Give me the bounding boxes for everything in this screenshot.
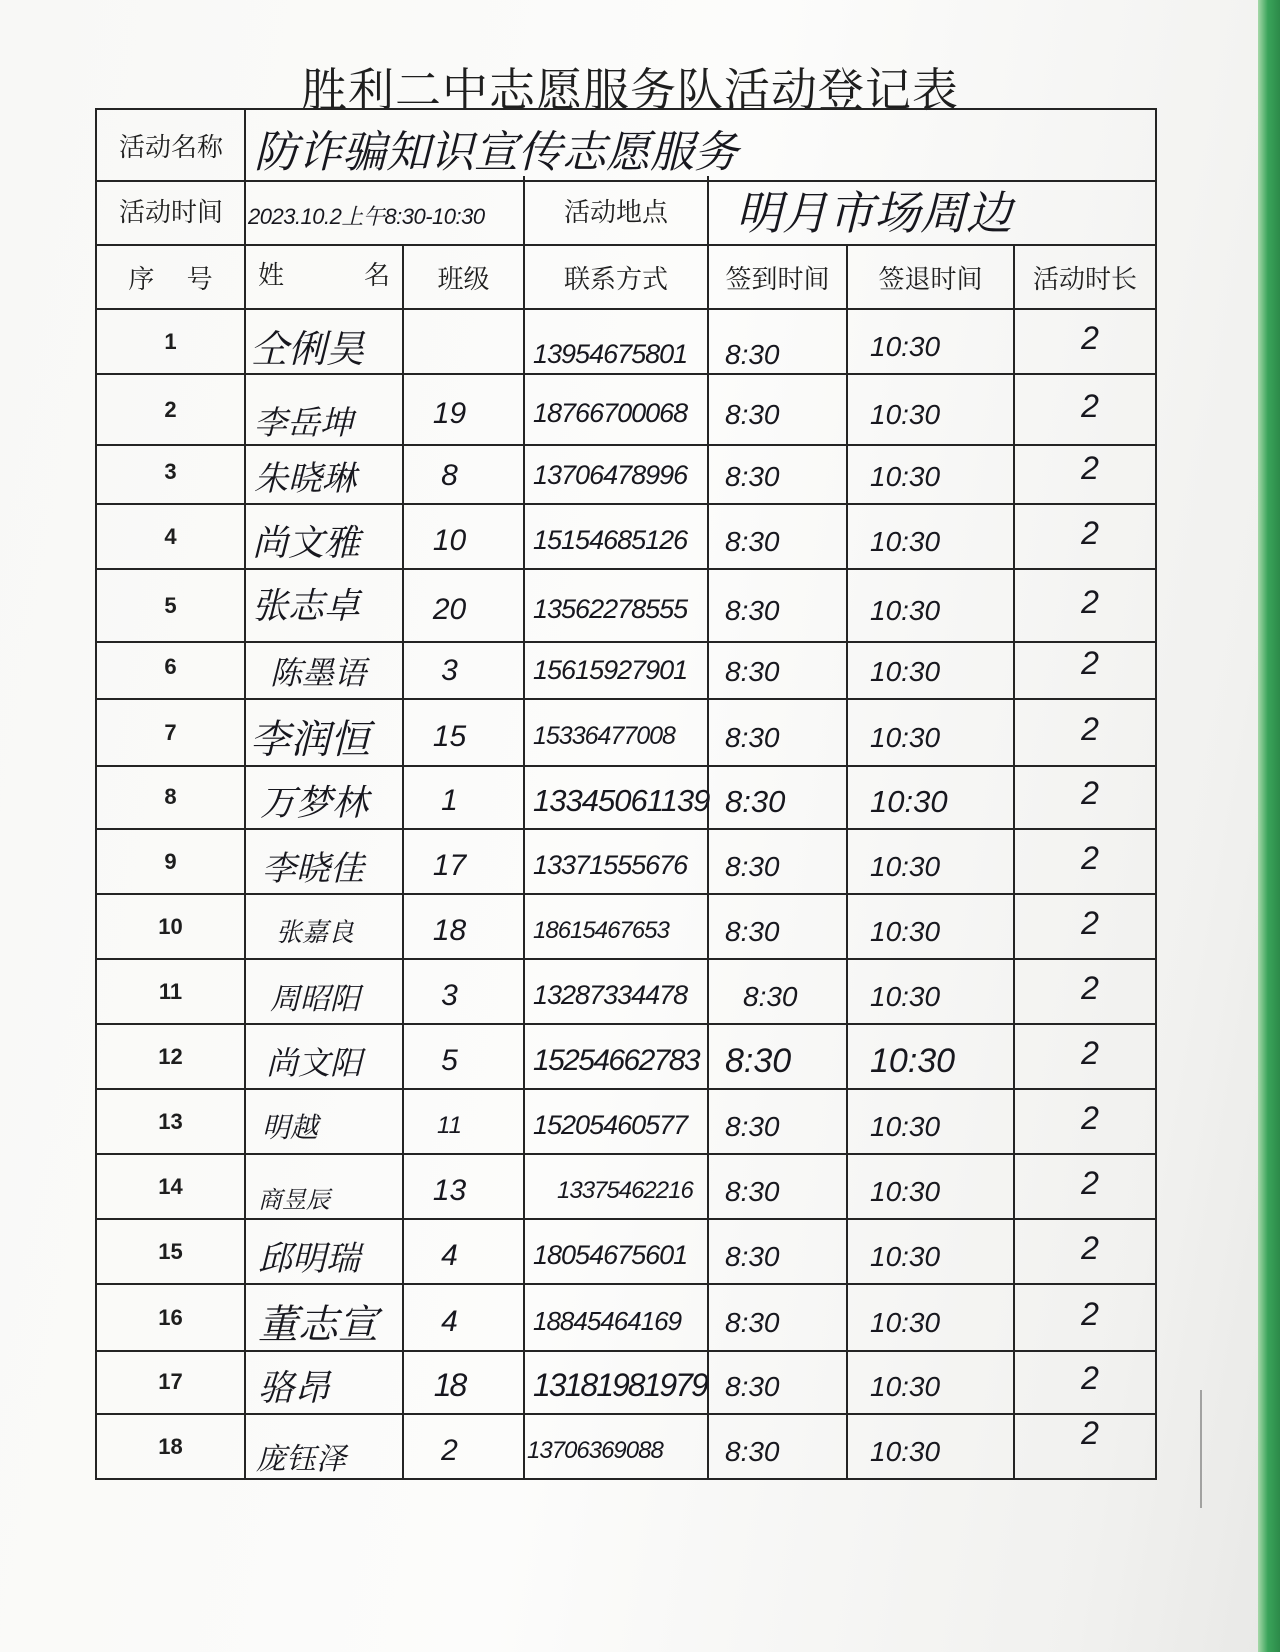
class-number: 4: [404, 1220, 525, 1285]
sign-out-time: 10:30: [848, 310, 1015, 375]
class-number: 20: [404, 570, 525, 643]
phone-number: 13954675801: [525, 310, 709, 375]
phone-number: 15254662783: [525, 1025, 709, 1090]
seq-number: 4: [97, 505, 246, 570]
activity-location-value: 明月市场周边: [709, 176, 1157, 246]
table-row: [97, 1285, 1157, 1350]
student-name: 张嘉良: [246, 895, 404, 960]
duration-hours: 2: [1015, 440, 1157, 505]
seq-number: 16: [97, 1285, 246, 1352]
sign-out-time: 10:30: [848, 1155, 1015, 1220]
table-row: [97, 830, 1157, 895]
seq-number: 13: [97, 1090, 246, 1155]
activity-time-label: 活动时间: [97, 176, 246, 246]
seq-number: 2: [97, 375, 246, 446]
student-name: 董志宣: [246, 1285, 404, 1352]
sign-out-time: 10:30: [848, 440, 1015, 505]
student-name: 张志卓: [246, 570, 404, 643]
phone-number: 13706369088: [525, 1415, 709, 1480]
student-name: 李岳坤: [246, 375, 404, 446]
phone-number: 18054675601: [525, 1220, 709, 1285]
sign-in-time: 8:30: [709, 830, 848, 895]
sign-in-time: 8:30: [709, 310, 848, 375]
sign-out-time: 10:30: [848, 765, 1015, 830]
activity-name-label: 活动名称: [97, 110, 246, 182]
student-name: 庞钰泽: [246, 1415, 404, 1480]
seq-number: 3: [97, 440, 246, 505]
duration-hours: 2: [1015, 895, 1157, 960]
table-row: [97, 1350, 1157, 1415]
phone-number: 15205460577: [525, 1090, 709, 1155]
header-sign-in: 签到时间: [709, 246, 848, 310]
phone-number: 13371555676: [525, 830, 709, 895]
table-row: [97, 895, 1157, 960]
duration-hours: 2: [1015, 310, 1157, 375]
table-row: [97, 375, 1157, 440]
sign-in-time: 8:30: [709, 440, 848, 505]
paper-crease: [1200, 1390, 1202, 1508]
student-name: 陈墨语: [246, 635, 404, 700]
phone-number: 13287334478: [525, 960, 709, 1025]
sign-out-time: 10:30: [848, 635, 1015, 700]
student-name: 万梦林: [246, 765, 404, 830]
table-row: [97, 310, 1157, 375]
class-number: [404, 310, 525, 375]
duration-hours: 2: [1015, 830, 1157, 895]
seq-number: 10: [97, 895, 246, 960]
duration-hours: 2: [1015, 635, 1157, 700]
table-row: [97, 765, 1157, 830]
sign-in-time: 8:30: [709, 1415, 848, 1480]
duration-hours: 2: [1015, 375, 1157, 446]
table-row: [97, 1025, 1157, 1090]
phone-number: 18845464169: [525, 1285, 709, 1352]
phone-number: 15154685126: [525, 505, 709, 570]
student-name: 仝俐昊: [246, 310, 404, 375]
seq-number: 5: [97, 570, 246, 643]
sign-out-time: 10:30: [848, 1350, 1015, 1415]
form-title: 胜利二中志愿服务队活动登记表: [301, 63, 959, 117]
phone-number: 15615927901: [525, 635, 709, 700]
header-sign-out: 签退时间: [848, 246, 1015, 310]
seq-number: 14: [97, 1155, 246, 1220]
table-row: [97, 570, 1157, 635]
duration-hours: 2: [1015, 1155, 1157, 1220]
seq-number: 7: [97, 700, 246, 767]
table-row: [97, 635, 1157, 700]
duration-hours: 2: [1015, 570, 1157, 643]
duration-hours: 2: [1015, 1350, 1157, 1415]
sign-out-time: 10:30: [848, 895, 1015, 960]
table-row: [97, 440, 1157, 505]
sign-in-time: 8:30: [709, 1155, 848, 1220]
duration-hours: 2: [1015, 700, 1157, 767]
phone-number: 18615467653: [525, 895, 709, 960]
activity-name-row: [97, 110, 1157, 176]
class-number: 19: [404, 375, 525, 446]
sign-in-time: 8:30: [709, 505, 848, 570]
sign-out-time: 10:30: [848, 830, 1015, 895]
duration-hours: 2: [1015, 505, 1157, 570]
student-name: 尚文阳: [246, 1025, 404, 1090]
registration-table: [95, 108, 1157, 1480]
student-name: 李润恒: [246, 700, 404, 767]
phone-number: 13562278555: [525, 570, 709, 643]
sign-out-time: 10:30: [848, 375, 1015, 446]
class-number: 11: [404, 1090, 525, 1155]
class-number: 18: [404, 1350, 525, 1415]
sign-out-time: 10:30: [848, 1025, 1015, 1090]
sign-in-time: 8:30: [709, 765, 848, 830]
sign-in-time: 8:30: [709, 960, 848, 1025]
student-name: 朱晓琳: [246, 440, 404, 505]
student-name: 明越: [246, 1090, 404, 1155]
sign-in-time: 8:30: [709, 1025, 848, 1090]
duration-hours: 2: [1015, 960, 1157, 1025]
duration-hours: 2: [1015, 1220, 1157, 1285]
phone-number: 13345061139: [525, 765, 709, 830]
sign-in-time: 8:30: [709, 895, 848, 960]
class-number: 3: [404, 635, 525, 700]
sign-in-time: 8:30: [709, 1220, 848, 1285]
header-seq: 序 号: [97, 246, 246, 310]
class-number: 18: [404, 895, 525, 960]
class-number: 5: [404, 1025, 525, 1090]
student-name: 尚文雅: [246, 505, 404, 570]
class-number: 17: [404, 830, 525, 895]
sign-out-time: 10:30: [848, 505, 1015, 570]
seq-number: 17: [97, 1350, 246, 1415]
activity-name-value: 防诈骗知识宣传志愿服务: [246, 110, 1157, 182]
sign-in-time: 8:30: [709, 700, 848, 767]
column-header-row: [97, 246, 1157, 310]
table-row: [97, 505, 1157, 570]
background-edge: [1258, 0, 1280, 1652]
duration-hours: 2: [1015, 1090, 1157, 1155]
sign-in-time: 8:30: [709, 1350, 848, 1415]
seq-number: 12: [97, 1025, 246, 1090]
sign-in-time: 8:30: [709, 1090, 848, 1155]
class-number: 2: [404, 1415, 525, 1480]
seq-number: 8: [97, 765, 246, 830]
sign-out-time: 10:30: [848, 700, 1015, 767]
phone-number: 13181981979: [525, 1350, 709, 1415]
class-number: 13: [404, 1155, 525, 1220]
header-contact: 联系方式: [525, 246, 709, 310]
phone-number: 13375462216: [525, 1155, 709, 1220]
sign-out-time: 10:30: [848, 1285, 1015, 1352]
table-row: [97, 960, 1157, 1025]
seq-number: 1: [97, 310, 246, 375]
student-name: 骆昂: [246, 1350, 404, 1415]
table-row: [97, 1415, 1157, 1480]
class-number: 1: [404, 765, 525, 830]
class-number: 8: [404, 440, 525, 505]
phone-number: 18766700068: [525, 375, 709, 446]
header-class: 班级: [404, 246, 525, 310]
phone-number: 13706478996: [525, 440, 709, 505]
duration-hours: 2: [1015, 765, 1157, 830]
sign-out-time: 10:30: [848, 570, 1015, 643]
sign-in-time: 8:30: [709, 635, 848, 700]
sign-in-time: 8:30: [709, 570, 848, 643]
student-name: 李晓佳: [246, 830, 404, 895]
sign-in-time: 8:30: [709, 1285, 848, 1352]
student-name: 商昱辰: [246, 1155, 404, 1220]
student-name: 周昭阳: [246, 960, 404, 1025]
sign-out-time: 10:30: [848, 960, 1015, 1025]
seq-number: 15: [97, 1220, 246, 1285]
sign-out-time: 10:30: [848, 1220, 1015, 1285]
table-row: [97, 1155, 1157, 1220]
seq-number: 18: [97, 1415, 246, 1480]
duration-hours: 2: [1015, 1025, 1157, 1090]
class-number: 3: [404, 960, 525, 1025]
phone-number: 15336477008: [525, 700, 709, 767]
activity-location-label: 活动地点: [525, 176, 709, 246]
duration-hours: 2: [1015, 1415, 1157, 1480]
sign-in-time: 8:30: [709, 375, 848, 446]
student-name: 邱明瑞: [246, 1220, 404, 1285]
table-row: [97, 1220, 1157, 1285]
table-row: [97, 1090, 1157, 1155]
class-number: 4: [404, 1285, 525, 1352]
sign-out-time: 10:30: [848, 1090, 1015, 1155]
activity-time-row: [97, 176, 1157, 246]
sign-out-time: 10:30: [848, 1415, 1015, 1480]
seq-number: 6: [97, 635, 246, 700]
header-name: 姓 名: [246, 246, 404, 310]
seq-number: 9: [97, 830, 246, 895]
duration-hours: 2: [1015, 1285, 1157, 1352]
class-number: 10: [404, 505, 525, 570]
seq-number: 11: [97, 960, 246, 1025]
activity-time-value: 2023.10.2上午8:30-10:30: [246, 176, 525, 246]
table-row: [97, 700, 1157, 765]
header-duration: 活动时长: [1015, 246, 1157, 310]
class-number: 15: [404, 700, 525, 767]
